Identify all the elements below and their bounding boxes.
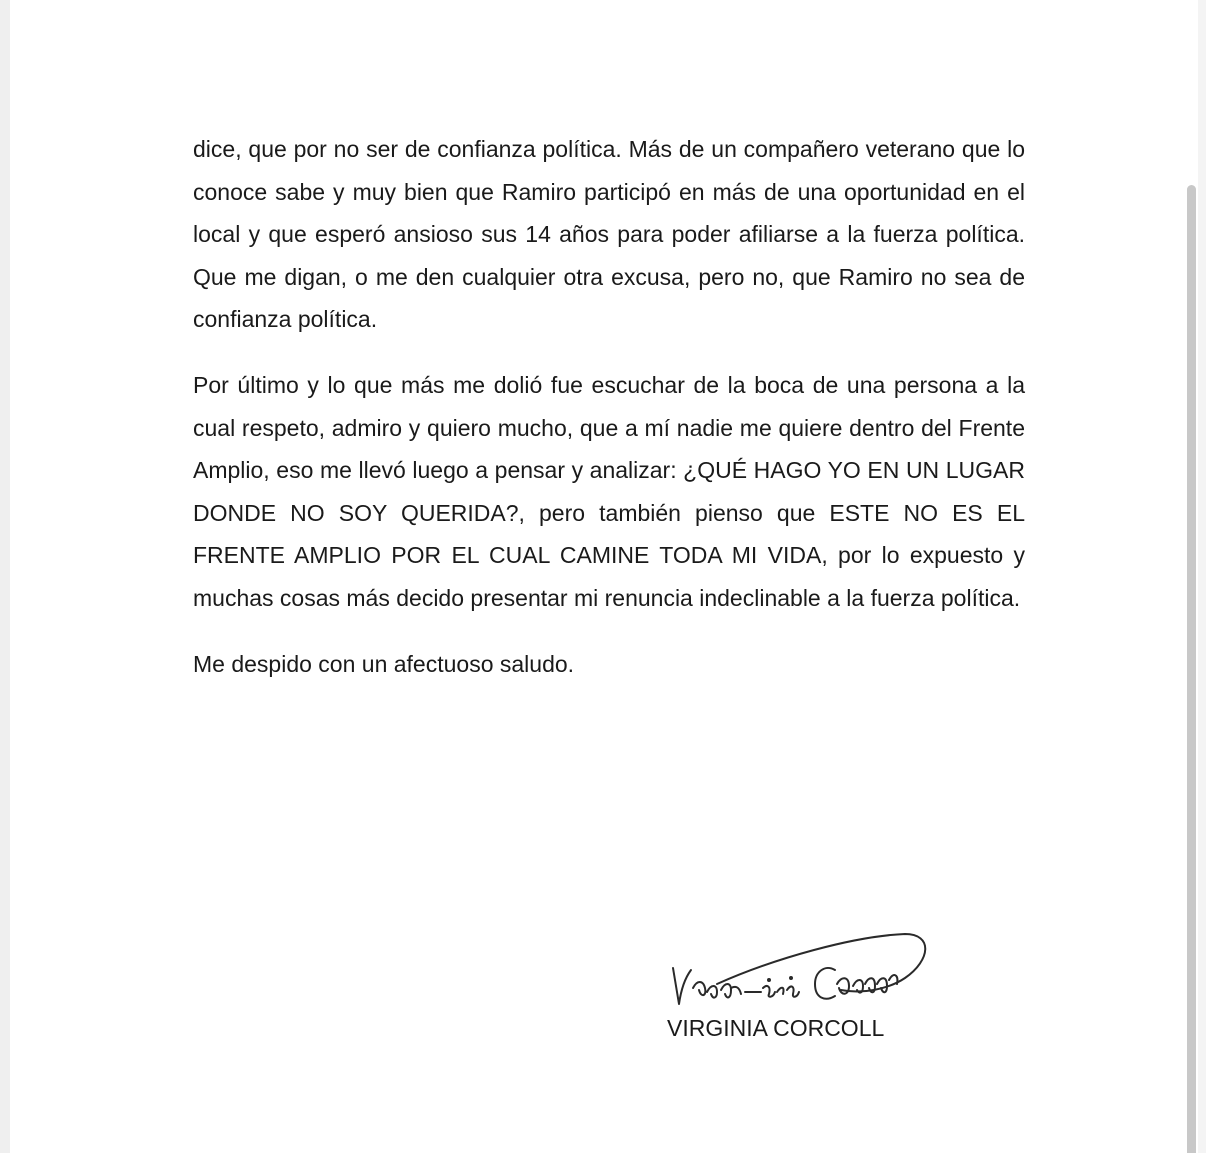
document-page	[10, 0, 1198, 1153]
signer-name: VIRGINIA CORCOLL	[667, 1015, 885, 1041]
paragraph-confianza: dice, que por no ser de confianza política. Más de un compañero veterano que lo conoce sabe y muy bien que Ramiro participó en más de una oportunidad en el local y que esperó ansioso sus 14 años para poder afiliarse a la fuerza política. Que me digan, o me den cualquier otra excusa, pero no, que Ramiro no sea de confianza política.	[193, 136, 1025, 333]
paragraph-despedida: Me despido con un afectuoso saludo.	[193, 650, 575, 677]
scrollbar-track[interactable]	[1198, 0, 1206, 1153]
scrollbar-thumb[interactable]	[1187, 185, 1196, 1153]
handwritten-signature	[665, 928, 935, 1016]
letter-body	[193, 128, 1025, 685]
paragraph-renuncia: Por último y lo que más me dolió fue escuchar de la boca de una persona a la cual respeto, admiro y quiero mucho, que a mí nadie me quiere dentro del Frente Amplio, eso me llevó luego a pensar y analizar: ¿QUÉ HAGO YO EN UN LUGAR DONDE NO SOY QUERIDA?, pero también pienso que ESTE NO ES EL FRENTE AMPLIO POR EL CUAL CAMINE TODA MI VIDA, por lo expuesto y muchas cosas más decido presentar mi renuncia indeclinable a la fuerza política.	[193, 371, 1025, 611]
